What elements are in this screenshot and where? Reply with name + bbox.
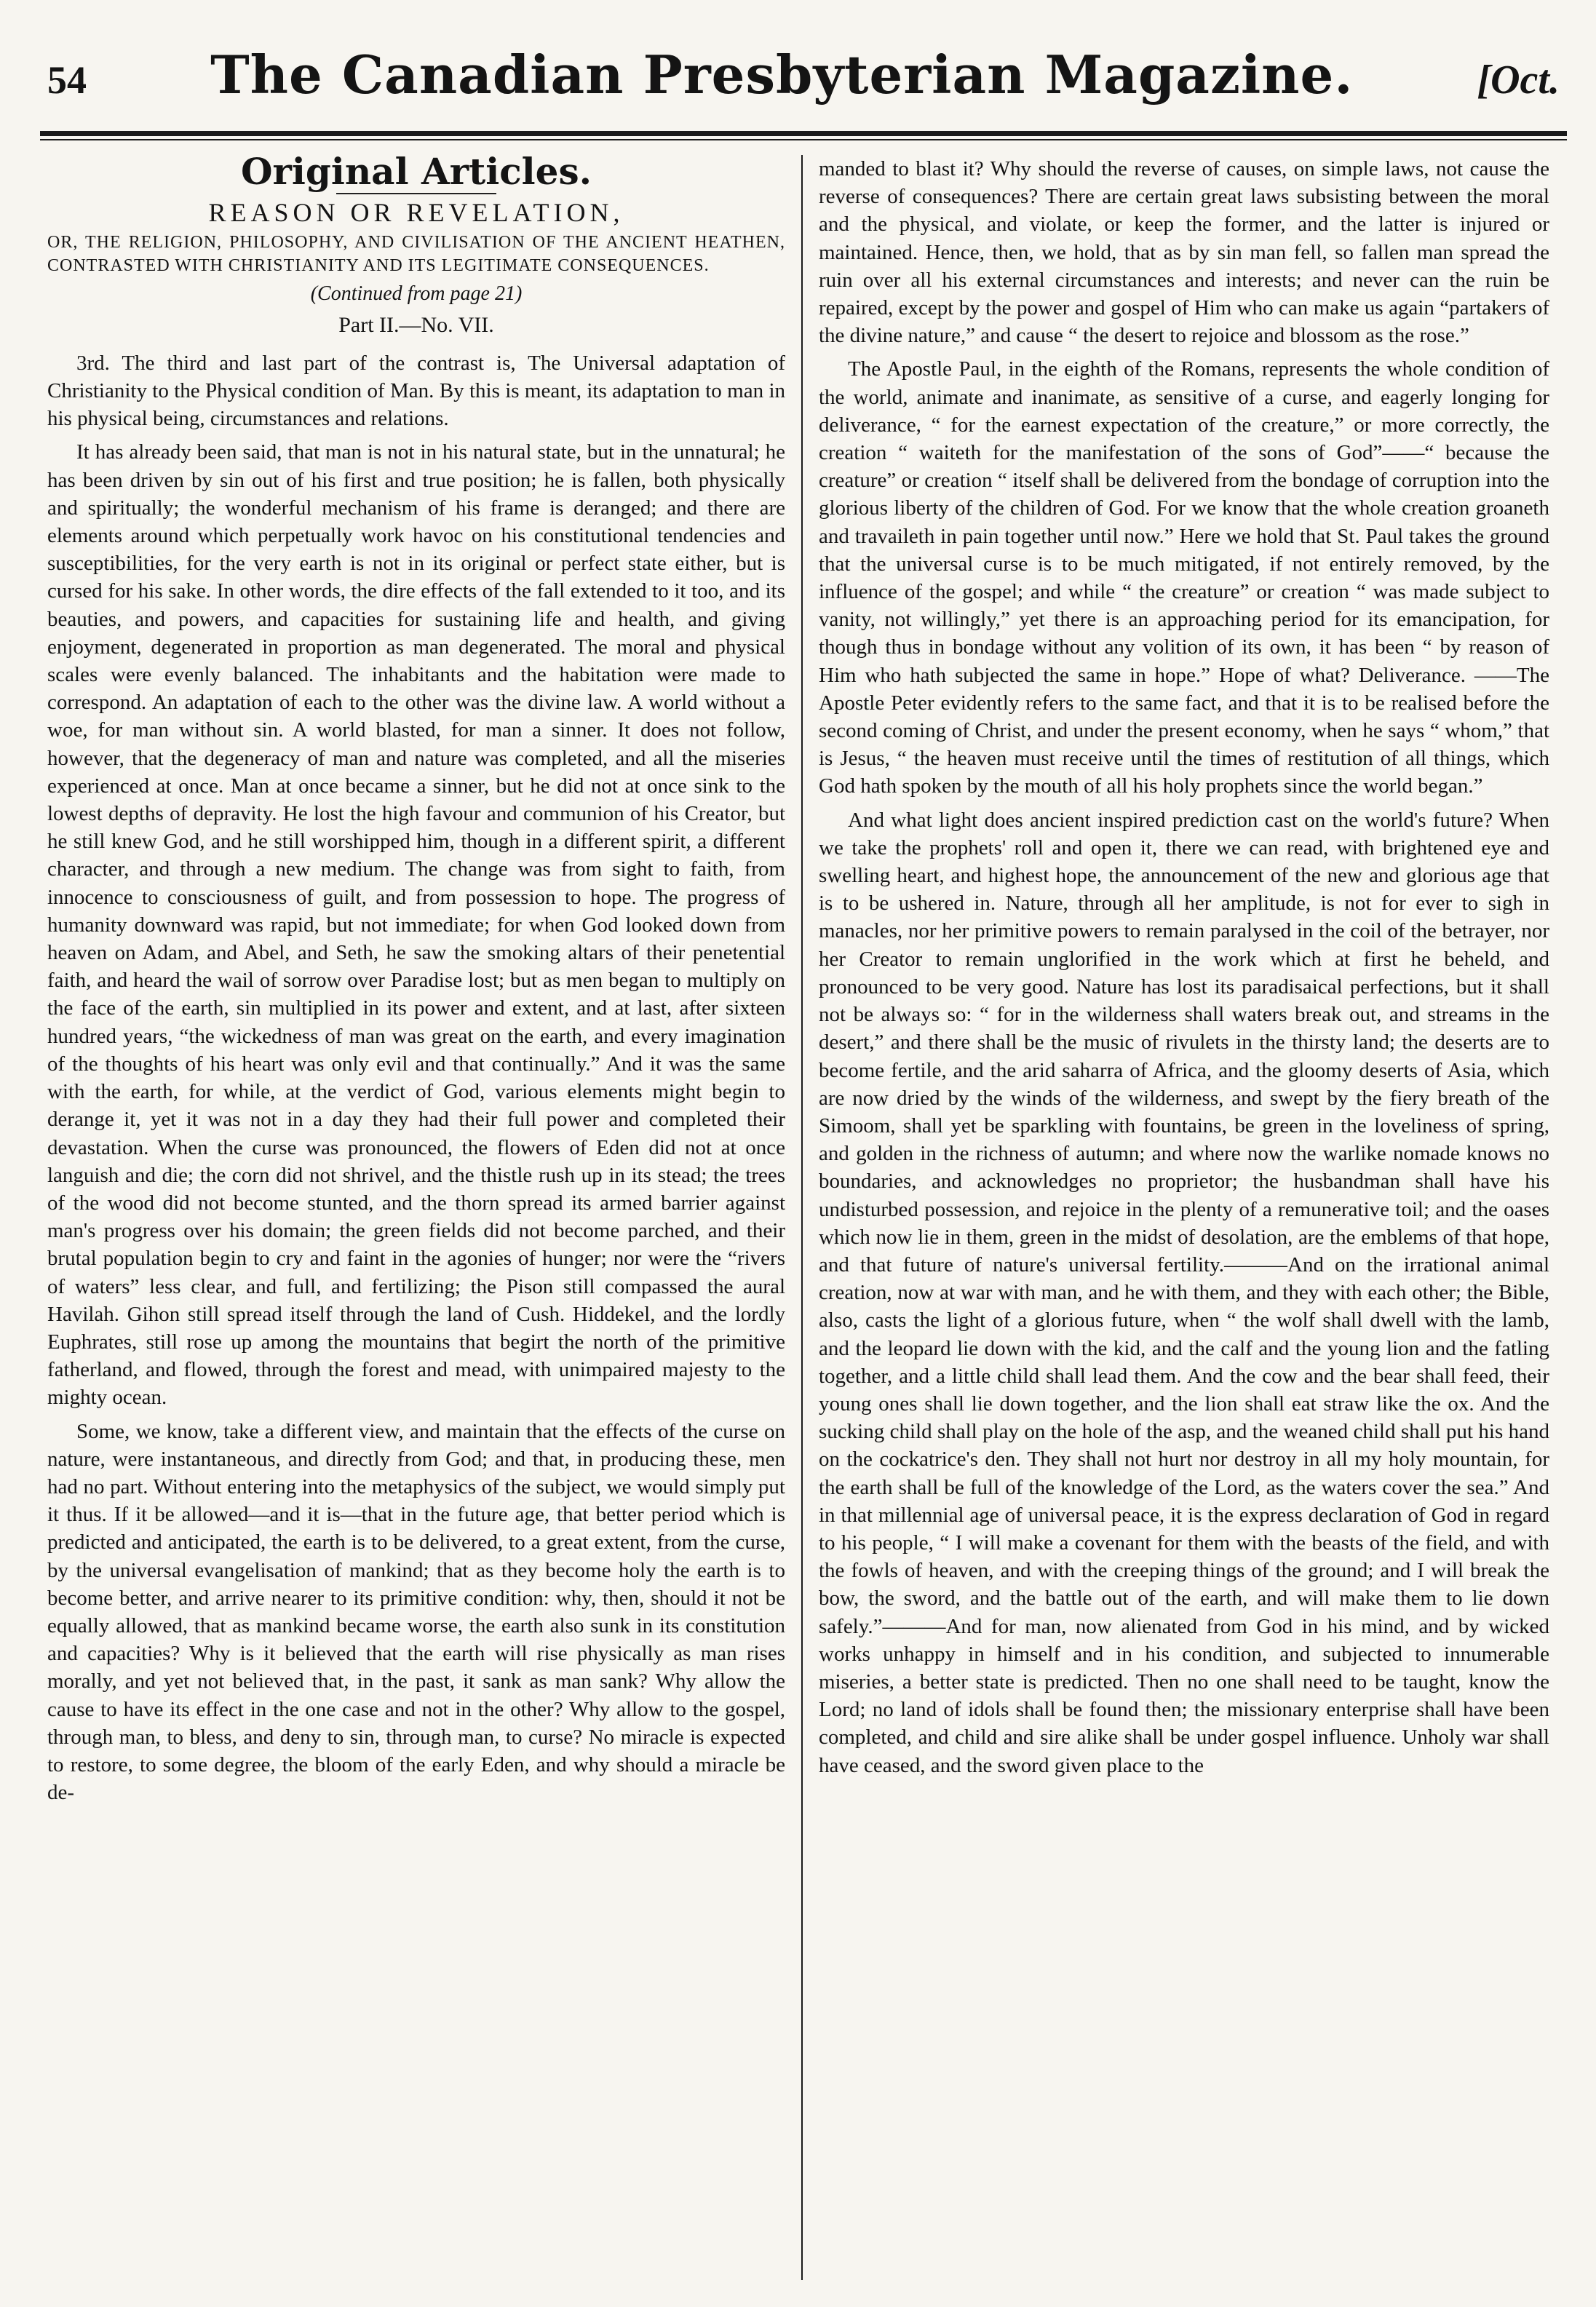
title-divider xyxy=(336,193,496,194)
page-number: 54 xyxy=(47,58,87,102)
paragraph: And what light does ancient inspired prediction cast on the world's future? When we take the prophets' roll and open it, there we can read, with brightened eye and swelling heart, and highest hope, the announcement of the new and glorious age that is to be ushered in. Nature, through all her amplitude, is not for ever to sigh in manacles, nor her primitive powers to remain paralysed in the coil of the betrayer, nor her Creator to remain unglorified in the work which at first he beheld, and pronounced to be very good. Nature has lost its paradisaical perfections, but it shall not be always so: “ for in the wilderness shall waters break out, and streams in the desert,” and there shall be the music of rivulets in the thirsty land; the deserts are to become fertile, and the arid saharra of Africa, and the gloomy deserts of Asia, which are now dried by the winds of the wilderness, and swept by the fiery breath of the Simoom, shall yet be sparkling with fountains, be green in the loveliness of spring, and golden in the richness of autumn; and where now the warlike nomade knows no boundaries, and acknowledges no proprietor; the husbandman shall have his undisturbed possession, and rejoice in the plenty of a remunerative toil; and the oases which now lie in them, green in the midst of desolation, are the emblems of that hope, and that future of nature's universal fertility.———And on the irrational animal creation, now at war with man, and he with them, and they with each other; the Bible, also, casts the light of a glorious future, when “ the wolf shall dwell with the lamb, and the leopard lie down with the kid, and the calf and the young lion and the fatling together, and a little child shall lead them. And the cow and the bear shall feed, their young ones shall lie down together, and the lion shall eat straw like the ox. And the sucking child shall play on the hole of the asp, and the weaned child shall put his hand on the cockatrice's den. They shall not hurt nor destroy in all my holy mountain, for the earth shall be full of the knowledge of the Lord, as the waters cover the sea.” And in that millennial age of universal peace, it is the express declaration of God in regard to his people, “ I will make a covenant for them with the beasts of the field, and with the fowls of heaven, and with the creeping things of the ground; and I will break the bow, the sword, and the battle out of the earth, and will make them to lie down safely.”———And for man, now alienated from God in his mind, and by wicked works unhappy in himself and in his condition, and subjected to innumerable miseries, a better state is predicted. Then no one shall need to be taught, know the Lord; no land of idols shall be found then; the missionary enterprise shall have been completed, and child and sire alike shall be under gospel influence. Unholy war shall have ceased, and the sword given place to the xyxy=(819,808,1549,1777)
issue-month: [Oct. xyxy=(1477,57,1560,103)
part-number: Part II.—No. VII. xyxy=(338,312,494,337)
paragraph: Some, we know, take a different view, and maintain that the effects of the curse on nature, were instantaneous, and directly from God; and that, in producing these, men had no part. Without entering into the metaphysics of the subject, we would simply put it thus. If it be allowed—and it is—that in the future age, that better period which is predicted and anticipated, the earth is to be delivered, to a great extent, from the curse, by the universal evangelisation of mankind; that as they become holy the earth is to become better, and arrive nearer to its primitive condition: why, then, should it not be equally allowed, that as mankind became worse, the earth also sunk in its constitution and capacities? Why is it believed that the earth will rise physically as man rises morally, and yet not believed that, in the past, it sank as man sank? Why allow the cause to have its effect in the one case and not in the other? Why allow to the gospel, through man, to bless, and deny to sin, through man, to curse? No miracle is expected to restore, to some degree, the bloom of the early Eden, and why should a miracle be de- xyxy=(47,1419,785,1805)
header-rule-thin xyxy=(40,139,1567,140)
paragraph: manded to blast it? Why should the reverse of causes, on simple laws, not cause the reverse of consequences? There are certain great laws subsisting between the moral and the physical, and violate, or keep the former, and the latter is injured or maintained. Hence, then, we hold, that as by sin man fell, so fallen man spread the ruin over all his external circumstances and interests; and never can the ruin be repaired, except by the power and gospel of Him who can make us again “partakers of the divine nature,” and cause “ the desert to rejoice and blossom as the rose.” xyxy=(819,157,1549,348)
section-heading: Original Articles. xyxy=(240,150,592,193)
continued-note: (Continued from page 21) xyxy=(310,282,523,306)
two-column-body xyxy=(40,150,1567,2280)
paragraph: It has already been said, that man is not in his natural state, but in the unnatural; he has been driven by sin out of his first and true position; he is fallen, both physically and spiritually; the wonderful mechanism of his frame is deranged; and there are elements around which perpetually work havoc on his constitutional tendencies and susceptibilities, for the very earth is not in its original or perfect state either, but is cursed for his sake. In other words, the dire effects of the fall extended to it too, and its beauties, and powers, and capacities for sustaining life and health, and giving enjoyment, degenerated in proportion as man degenerated. The moral and physical scales were evenly balanced. The inhabitants and the habitation were made to correspond. An adaptation of each to the other was the divine law. A world without a woe, for man without sin. A world blasted, for man a sinner. It does not follow, however, that the degeneracy of man and nature was completed, and all the miseries experienced at once. Man at once became a sinner, but he did not at once sink to the lowest depths of depravity. He lost the high favour and communion of his Creator, but he still knew God, and he still worshipped him, though in a different spirit, a different character, and through a new medium. The change was from sight to faith, from innocence to consciousness of guilt, and from possession to hope. The progress of humanity downward was rapid, but not immediate; for when God looked down from heaven on Adam, and Abel, and Seth, he saw the smoking altars of their penetential faith, and heard the wail of sorrow over Paradise lost; but as men began to multiply on the face of the earth, sin multiplied in its power and extent, and at last, after sixteen hundred years, “the wickedness of man was great on the earth, and every imagination of the thoughts of his heart was only evil and that continually.” And it was the same with the earth, for while, at the verdict of God, various elements might begin to derange it, yet it was not in a day they had their full power and completed their devastation. When the curse was pronounced, the flowers of Eden did not at once languish and die; the corn did not shrivel, and the thistle rush up in its stead; the trees of the wood did not become stunted, and the thorn spread its armed barrier against man's progress over his domain; the green fields did not become parched, and their brutal population begin to cry and faint in the agonies of hunger; nor were the “rivers of waters” less clear, and full, and fertilizing; the Pison still compassed the aural Havilah. Gihon still spread itself through the land of Cush. Hiddekel, and the lordly Euphrates, still rose up among the mountains that begirt the north of the primitive fatherland, and flowed, through the forest and mead, with unimpaired majesty to the mighty ocean. xyxy=(47,440,785,1410)
article-title: REASON OR REVELATION, xyxy=(208,198,624,228)
article-subtitle: OR, THE RELIGION, PHILOSOPHY, AND CIVILISATION OF THE ANCIENT HEATHEN, CONTRASTED WITH CHRISTIANITY AND ITS LEGITIMATE CONSEQUENCES. xyxy=(47,233,785,276)
left-column xyxy=(40,150,803,2280)
paragraph: 3rd. The third and last part of the contrast is, The Universal adaptation of Christianity to the Physical condition of Man. By this is meant, its adaptation to man in his physical being, circumstances and relations. xyxy=(47,351,785,431)
header-rule xyxy=(40,131,1567,136)
journal-title: The Canadian Presbyterian Magazine. xyxy=(210,44,1354,106)
right-column xyxy=(803,155,1565,2280)
page-header xyxy=(40,44,1567,131)
paragraph: The Apostle Paul, in the eighth of the Romans, represents the whole condition of the world, animate and inanimate, as sensitive of a curse, and eagerly longing for deliverance, “ for the earnest expectation of the creature,” or more correctly, the creation “ waiteth for the manifestation of the sons of God”——“ because the creature” or creation “ itself shall be delivered from the bondage of corruption into the glorious liberty of the children of God. For we know that the whole creation groaneth and travaileth in pain together until now.” Here we hold that St. Paul takes the ground that the universal curse is to be much mitigated, if not entirely removed, by the influence of the gospel; and while “ the creature” or creation “ was made subject to vanity, not willingly,” yet there is an approaching period for its emancipation, for though thus in bondage without any volition of its own, it has been “ by reason of Him who hath subjected the same in hope.” Hope of what? Deliverance. ——The Apostle Peter evidently refers to the same fact, and that it is to be realised before the second coming of Christ, and under the present economy, when he says “ whom,” that is Jesus, “ the heaven must receive until the times of restitution of all things, which God hath spoken by the mouth of all his holy prophets since the world began.” xyxy=(819,357,1549,798)
